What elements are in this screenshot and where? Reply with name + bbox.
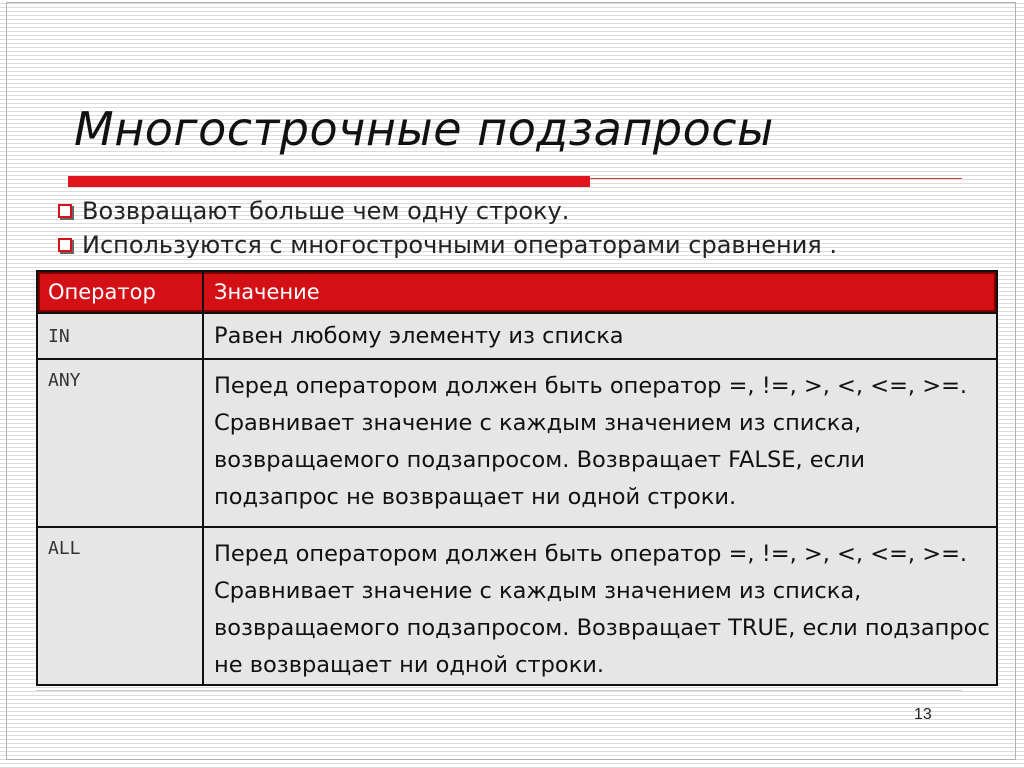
table-row [38, 358, 996, 526]
checkbox-bullet-icon [58, 238, 72, 252]
bullet-item [58, 228, 837, 262]
slide-title: Многострочные подзапросы [74, 102, 774, 156]
bullet-item [58, 194, 837, 228]
value-cell: Равен любому элементу из списка [214, 323, 624, 349]
operator-code: ALL [48, 538, 81, 559]
value-cell: Перед оператором должен быть оператор =, !=, >, <, <=, >=. Сравнивает значение с каждым значением из списка, возвращаемого подзапросом. Возвращает TRUE, если подзапрос не возвращает ни одной строки. [214, 541, 990, 678]
title-accent-bar [68, 176, 590, 187]
operator-cell [38, 314, 204, 358]
bullet-text: Возвращают больше чем одну строку. [82, 197, 570, 225]
operator-code: IN [48, 326, 70, 347]
value-cell: Перед оператором должен быть оператор =, !=, >, <, <=, >=. Сравнивает значение с каждым значением из списка, возвращаемого подзапросом. Возвращает FALSE, если подзапрос не возвращает ни одной строки. [214, 373, 968, 510]
table-row [38, 526, 996, 684]
bullet-text: Используются с многострочными операторами сравнения . [82, 231, 838, 259]
page-number: 13 [914, 706, 932, 723]
footer-divider [36, 690, 962, 691]
table-row [38, 312, 996, 358]
header-operator: Оператор [38, 272, 204, 312]
operators-table [36, 270, 998, 686]
table-header-row [38, 272, 996, 312]
title-underline [590, 178, 962, 179]
operator-code: ANY [48, 370, 81, 391]
header-value: Значение [214, 280, 320, 304]
operator-cell [38, 360, 204, 526]
bullet-list [58, 194, 837, 262]
checkbox-bullet-icon [58, 204, 72, 218]
operator-cell [38, 528, 204, 684]
